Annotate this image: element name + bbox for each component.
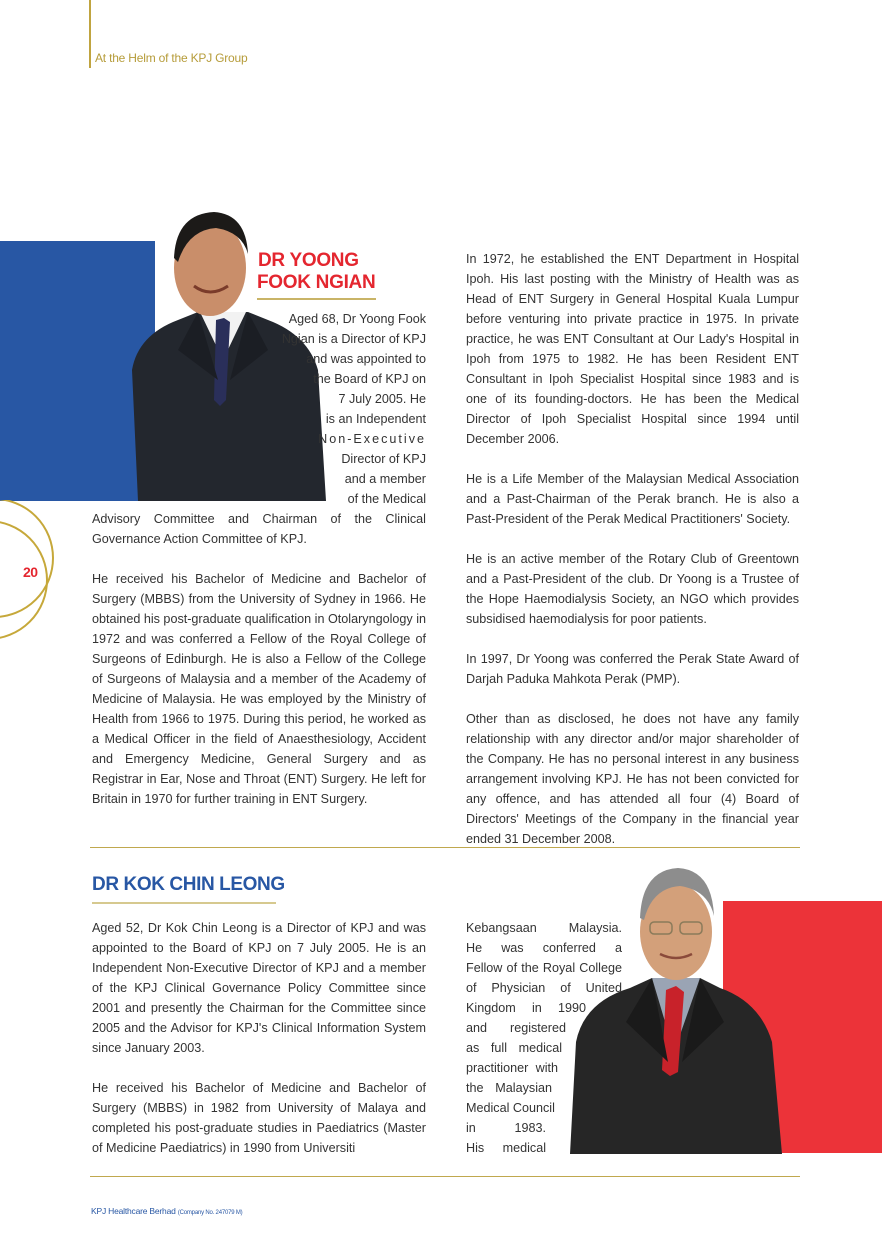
bio-paragraph: He is an active member of the Rotary Club of Greentown and a Past-President of the club. Dr Yoong is a Trustee of the Hope Haemodialysis Society, an NGO which provides subsidised haemodialysis for poor patients. bbox=[466, 552, 799, 626]
wrap-line: as full medical bbox=[466, 1041, 562, 1055]
director-1-name bbox=[258, 250, 375, 294]
intro-line: Non-Executive bbox=[318, 432, 426, 446]
intro-line: 7 July 2005. He bbox=[338, 392, 426, 406]
wrap-line: Kebangsaan Malaysia. bbox=[466, 921, 622, 935]
wrap-line: and registered bbox=[466, 1021, 566, 1035]
section-divider bbox=[90, 847, 800, 848]
footer-company-number: (Company No. 247079 M) bbox=[177, 1210, 243, 1216]
wrap-line: the Malaysian bbox=[466, 1081, 552, 1095]
director-1-name-underline bbox=[257, 298, 376, 300]
bio-paragraph: Other than as disclosed, he does not have any family relationship with any director and/or major shareholder of the Company. He has no personal interest in any business arrangement involving KPJ. He has not been convicted for any offence, and has attended all four (4) Board of Directors' Meetings of the Company in the financial year ended 31 December 2008. bbox=[466, 712, 799, 846]
footer-company-name: KPJ Healthcare Berhad bbox=[91, 1206, 176, 1216]
director-1-intro bbox=[230, 309, 426, 509]
bio-paragraph: In 1997, Dr Yoong was conferred the Perak State Award of Darjah Paduka Mahkota Perak (PMP). bbox=[466, 652, 799, 686]
intro-line: Ngian is a Director of KPJ bbox=[281, 332, 426, 346]
wrap-line: Fellow of the Royal College bbox=[466, 961, 622, 975]
wrap-line: He was conferred a bbox=[466, 941, 622, 955]
intro-line: the Board of KPJ on bbox=[313, 372, 426, 386]
intro-line: Director of KPJ bbox=[341, 452, 426, 466]
bio-paragraph: Aged 52, Dr Kok Chin Leong is a Director of KPJ and was appointed to the Board of KPJ on 7 July 2005. He is an Independent Non-Executive Director of KPJ and a member of the KPJ Clinical Governance Policy Committee since 2001 and presently the Chairman for the Committee since 2005 and the Advisor for KPJ's Clinical Information System since January 2003. bbox=[92, 921, 426, 1055]
intro-line: Aged 68, Dr Yoong Fook bbox=[288, 312, 426, 326]
wrap-line: His medical bbox=[466, 1141, 546, 1155]
bio-paragraph: Advisory Committee and Chairman of the Clinical Governance Action Committee of KPJ. bbox=[92, 512, 426, 546]
footer-divider bbox=[90, 1176, 800, 1177]
bio-paragraph: He received his Bachelor of Medicine and Bachelor of Surgery (MBBS) in 1982 from University of Malaya and completed his post-graduate studies in Paediatrics (Master of Medicine Paediatrics) in 1990 from Universiti bbox=[92, 1081, 426, 1155]
director-1-name-line1: DR YOONG bbox=[258, 250, 359, 271]
bio-paragraph: In 1972, he established the ENT Department in Hospital Ipoh. His last posting with the Ministry of Health was as Head of ENT Surgery in General Hospital Kuala Lumpur before venturing into private practice in 1975. In private practice, he was ENT Consultant at Our Lady's Hospital in Ipoh from 1975 to 1982. He has been Resident ENT Consultant in Ipoh Specialist Hospital since 1983 and is one of its founding-doctors. He has been the Medical Director of Ipoh Specialist Hospital since 1994 until December 2006. bbox=[466, 252, 799, 446]
footer bbox=[91, 1206, 242, 1216]
intro-line: and was appointed to bbox=[306, 352, 426, 366]
director-2-bio-wrap bbox=[466, 918, 622, 1158]
section-title: At the Helm of the KPJ Group bbox=[95, 51, 248, 65]
intro-line: of the Medical bbox=[347, 492, 426, 506]
intro-line: and a member bbox=[344, 472, 426, 486]
wrap-line: Medical Council bbox=[466, 1101, 555, 1115]
wrap-line: Kingdom in 1990 bbox=[466, 1001, 586, 1015]
director-1-bio-right bbox=[466, 249, 799, 869]
wrap-line: in 1983. bbox=[466, 1121, 546, 1135]
bio-paragraph: He received his Bachelor of Medicine and Bachelor of Surgery (MBBS) from the University of Sydney in 1966. He obtained his post-graduate qualification in Otolaryngology in 1972 and was conferred a Fellow of the Royal College of Surgeons of Edinburgh. He is also a Fellow of the College of Surgeons of Malaysia and a member of the Academy of Medicine of Malaysia. He was employed by the Ministry of Health from 1966 to 1975. During this period, he worked as a Medical Officer in the field of Anaesthesiology, Accident and Emergency Medicine, General Surgery and as Registrar in Ear, Nose and Throat (ENT) Surgery. He left for Britain in 1970 for further training in ENT Surgery. bbox=[92, 572, 426, 806]
wrap-line: of Physician of United bbox=[466, 981, 622, 995]
page-number: 20 bbox=[23, 564, 38, 580]
director-1-bio-left bbox=[92, 509, 426, 829]
director-2-bio-left bbox=[92, 918, 426, 1178]
director-2-name: DR KOK CHIN LEONG bbox=[92, 874, 285, 895]
director-2-name-underline bbox=[92, 902, 276, 904]
director-1-name-line2: FOOK NGIAN bbox=[257, 272, 376, 293]
gold-ring-inner bbox=[0, 521, 47, 639]
bio-paragraph: He is a Life Member of the Malaysian Medical Association and a Past-Chairman of the Perak branch. He is also a Past-President of the Perak Medical Practitioners' Society. bbox=[466, 472, 799, 526]
gold-ring-outer bbox=[0, 500, 53, 617]
intro-line: is an Independent bbox=[325, 412, 426, 426]
wrap-line: practitioner with bbox=[466, 1061, 558, 1075]
header-gold-rule bbox=[89, 0, 91, 68]
